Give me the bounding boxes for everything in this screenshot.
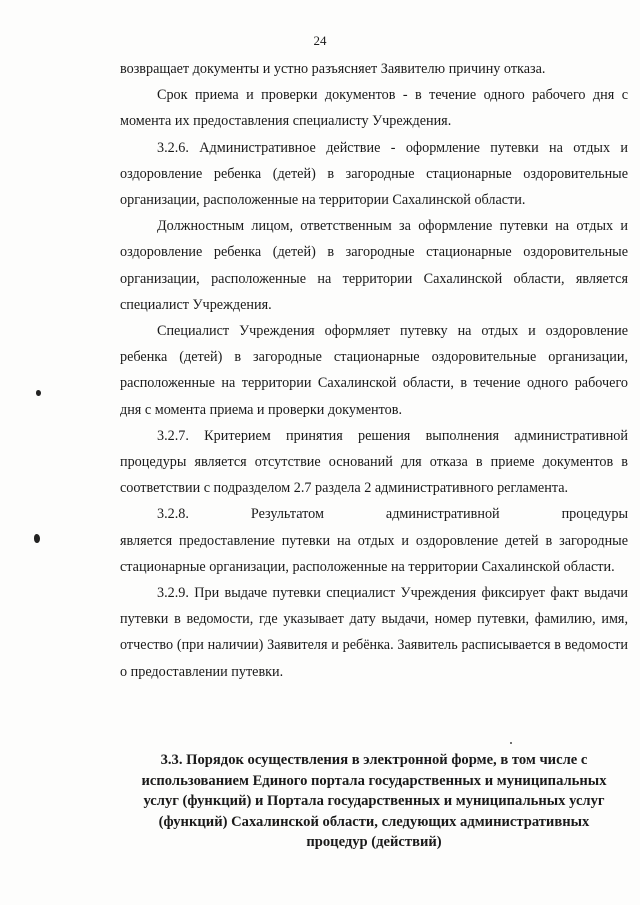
text-line: Специалист Учреждения оформляет путевку на отдых и оздоровление [157, 323, 628, 340]
scan-mark [34, 534, 40, 543]
scan-speck [510, 742, 512, 744]
text-line: расположенные на территории Сахалинской области, в течение одного [120, 375, 569, 392]
paragraph-3-2-7 [120, 423, 628, 502]
text-line: стационарные организации, расположенные на территории Сахалинской [120, 558, 561, 575]
paragraph-3-2-9 [120, 580, 628, 685]
heading-line: услуг (функций) и Портала государственных и муниципальных услуг [143, 793, 605, 809]
body-text [120, 56, 628, 685]
text-line: и оздоровление ребенка (детей) в загородные стационарные оздоровительные [120, 218, 628, 261]
text-line: выдачи путевки в ведомости, где указывает дату выдачи, номер путевки, [120, 585, 629, 628]
text-line: организации, расположенные на территории Сахалинской области, является [120, 270, 628, 287]
paragraph-voucher-issuance [120, 318, 628, 423]
heading-line: (функций) Сахалинской области, следующих административных [158, 813, 590, 830]
paragraph-document-check-deadline [120, 82, 628, 134]
text-line: ребенка (детей) в загородные стационарные оздоровительные организации, [120, 349, 628, 366]
text-line: момента их предоставления специалисту Учреждения. [120, 113, 452, 130]
heading-line: процедур (действий) [306, 834, 442, 850]
text-line: процедуры является отсутствие оснований для отказа в приеме документов в [120, 454, 628, 471]
paragraph-3-2-6 [120, 135, 628, 214]
text-line: 3.2.9. При выдаче путевки специалист Учреждения фиксирует факт [157, 585, 579, 602]
page-number: 24 [313, 33, 327, 48]
text-line: области. [563, 558, 615, 575]
text-line: 3.2.6. Административное действие - оформление путевки на отдых и [157, 139, 628, 156]
scan-mark [36, 390, 41, 396]
text-line: 3.2.8. Результатом административной процедуры является [120, 506, 628, 549]
text-line: Срок приема и проверки документов - в течение одного рабочего дня с [157, 87, 628, 104]
text-line: расписывается в ведомости о предоставлении путевки. [120, 637, 629, 680]
text-line: фамилию, имя, отчество (при наличии) Заявителя и ребёнка. Заявитель [120, 611, 628, 654]
text-line: специалист Учреждения. [120, 296, 272, 313]
text-line: Должностным лицом, ответственным за оформление путевки на отдых [157, 218, 614, 235]
text-line: предоставление путевки на отдых и оздоровление детей в загородные [179, 532, 628, 549]
paragraph-responsible-official [120, 213, 628, 318]
text-line: 3.2.7. Критерием принятия решения выполнения административной [157, 427, 628, 444]
heading-line: использованием Единого портала государственных и муниципальных [141, 772, 607, 789]
text-line: рабочего дня с момента приема и проверки документов. [120, 375, 629, 418]
heading-line: 3.3. Порядок осуществления в электронной форме, в том числе с [160, 752, 588, 768]
text-line: оздоровление ребенка (детей) в загородные стационарные оздоровительные [120, 165, 628, 182]
paragraph-refusal-explanation [120, 56, 628, 82]
text-line: соответствии с подразделом 2.7 раздела 2 административного регламента. [120, 480, 569, 497]
text-line: организации, расположенные на территории Сахалинской области. [120, 192, 526, 209]
section-heading-3-3 [120, 750, 628, 853]
paragraph-3-2-8 [120, 501, 628, 580]
text-line: возвращает документы и устно разъясняет Заявителю причину отказа. [120, 61, 546, 77]
